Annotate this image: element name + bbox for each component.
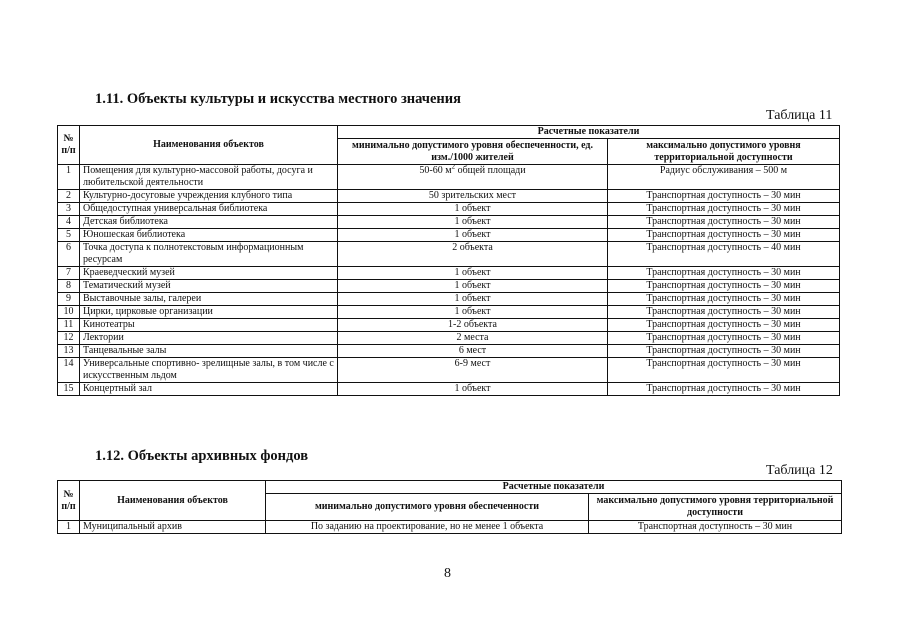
row-number: 7 — [58, 267, 80, 280]
table-row — [58, 306, 840, 319]
table-11 — [57, 125, 840, 396]
header-min: минимально допустимого уровня обеспеченности, ед. изм./1000 жителей — [338, 139, 608, 165]
row-name: Точка доступа к полнотекстовым информационным ресурсам — [80, 242, 338, 267]
row-name: Цирки, цирковые организации — [80, 306, 338, 319]
row-max-value: Транспортная доступность – 30 мин — [608, 216, 840, 229]
row-number: 9 — [58, 293, 80, 306]
header-num: № п/п — [58, 481, 80, 521]
row-name: Тематический музей — [80, 280, 338, 293]
row-name: Лектории — [80, 332, 338, 345]
row-number: 6 — [58, 242, 80, 267]
header-name: Наименования объектов — [80, 126, 338, 165]
row-max-value: Транспортная доступность – 30 мин — [608, 332, 840, 345]
row-number: 1 — [58, 521, 80, 534]
table-12 — [57, 480, 842, 534]
row-max-value: Транспортная доступность – 30 мин — [608, 358, 840, 383]
row-name: Кинотеатры — [80, 319, 338, 332]
table-row — [58, 190, 840, 203]
header-num: № п/п — [58, 126, 80, 165]
row-number: 4 — [58, 216, 80, 229]
table-row — [58, 216, 840, 229]
row-number: 2 — [58, 190, 80, 203]
row-min-value: 1 объект — [338, 216, 608, 229]
table-row — [58, 229, 840, 242]
row-number: 14 — [58, 358, 80, 383]
row-max-value: Транспортная доступность – 30 мин — [608, 345, 840, 358]
table-row — [58, 358, 840, 383]
row-number: 3 — [58, 203, 80, 216]
table-11-caption: Таблица 11 — [766, 108, 833, 123]
header-max: максимально допустимого уровня территориальной доступности — [608, 139, 840, 165]
header-group: Расчетные показатели — [266, 481, 842, 494]
table-row — [58, 203, 840, 216]
table-row — [58, 293, 840, 306]
row-min-value: 1-2 объекта — [338, 319, 608, 332]
row-max-value: Транспортная доступность – 30 мин — [608, 280, 840, 293]
row-min-value: 6 мест — [338, 345, 608, 358]
value-superscript: 2 — [451, 164, 456, 171]
row-min-value: 1 объект — [338, 280, 608, 293]
row-number: 5 — [58, 229, 80, 242]
row-min-value: 1 объект — [338, 267, 608, 280]
table-12-body — [58, 521, 842, 534]
row-max-value: Радиус обслуживания – 500 м — [608, 165, 840, 190]
row-min-value: 1 объект — [338, 229, 608, 242]
section-11-heading: 1.11. Объекты культуры и искусства местного значения — [95, 91, 461, 107]
row-name: Юношеская библиотека — [80, 229, 338, 242]
row-max-value: Транспортная доступность – 30 мин — [608, 306, 840, 319]
row-name: Танцевальные залы — [80, 345, 338, 358]
row-min-value: 1 объект — [338, 306, 608, 319]
row-max-value: Транспортная доступность – 30 мин — [608, 383, 840, 396]
row-min-value: 2 объекта — [338, 242, 608, 267]
row-max-value: Транспортная доступность – 30 мин — [608, 319, 840, 332]
row-min-value: 1 объект — [338, 383, 608, 396]
table-row — [58, 242, 840, 267]
row-max-value: Транспортная доступность – 30 мин — [608, 229, 840, 242]
table-row — [58, 319, 840, 332]
row-min-value: 50 зрительских мест — [338, 190, 608, 203]
row-number: 15 — [58, 383, 80, 396]
row-max-value: Транспортная доступность – 30 мин — [608, 190, 840, 203]
row-min-value: 1 объект — [338, 293, 608, 306]
row-number: 12 — [58, 332, 80, 345]
row-number: 8 — [58, 280, 80, 293]
row-name: Концертный зал — [80, 383, 338, 396]
row-name: Детская библиотека — [80, 216, 338, 229]
row-name: Культурно-досуговые учреждения клубного типа — [80, 190, 338, 203]
row-min-value — [338, 165, 608, 190]
row-name: Универсальные спортивно- зрелищные залы, в том числе с искусственным льдом — [80, 358, 338, 383]
table-row — [58, 521, 842, 534]
header-max: максимально допустимого уровня территориальной доступности — [589, 494, 842, 521]
row-max-value: Транспортная доступность – 30 мин — [589, 521, 842, 534]
row-number: 10 — [58, 306, 80, 319]
row-name: Выставочные залы, галереи — [80, 293, 338, 306]
table-row — [58, 345, 840, 358]
row-max-value: Транспортная доступность – 40 мин — [608, 242, 840, 267]
table-row — [58, 165, 840, 190]
value-text-tail: общей площади — [455, 165, 526, 176]
page-number: 8 — [444, 566, 451, 581]
row-max-value: Транспортная доступность – 30 мин — [608, 267, 840, 280]
header-group: Расчетные показатели — [338, 126, 840, 139]
row-number: 11 — [58, 319, 80, 332]
row-min-value: 6-9 мест — [338, 358, 608, 383]
row-min-value: По заданию на проектирование, но не менее 1 объекта — [266, 521, 589, 534]
row-number: 13 — [58, 345, 80, 358]
row-name: Муниципальный архив — [80, 521, 266, 534]
row-max-value: Транспортная доступность – 30 мин — [608, 203, 840, 216]
header-min: минимально допустимого уровня обеспеченности — [266, 494, 589, 521]
row-name: Общедоступная универсальная библиотека — [80, 203, 338, 216]
table-12-caption: Таблица 12 — [766, 463, 833, 478]
table-row — [58, 267, 840, 280]
row-name: Помещения для культурно-массовой работы, досуга и любительской деятельности — [80, 165, 338, 190]
row-number: 1 — [58, 165, 80, 190]
value-text: 50-60 м — [419, 165, 452, 176]
table-11-body — [58, 165, 840, 396]
table-row — [58, 332, 840, 345]
row-name: Краеведческий музей — [80, 267, 338, 280]
table-row — [58, 383, 840, 396]
row-min-value: 2 места — [338, 332, 608, 345]
header-name: Наименования объектов — [80, 481, 266, 521]
row-min-value: 1 объект — [338, 203, 608, 216]
table-row — [58, 280, 840, 293]
section-12-heading: 1.12. Объекты архивных фондов — [95, 448, 309, 464]
row-max-value: Транспортная доступность – 30 мин — [608, 293, 840, 306]
